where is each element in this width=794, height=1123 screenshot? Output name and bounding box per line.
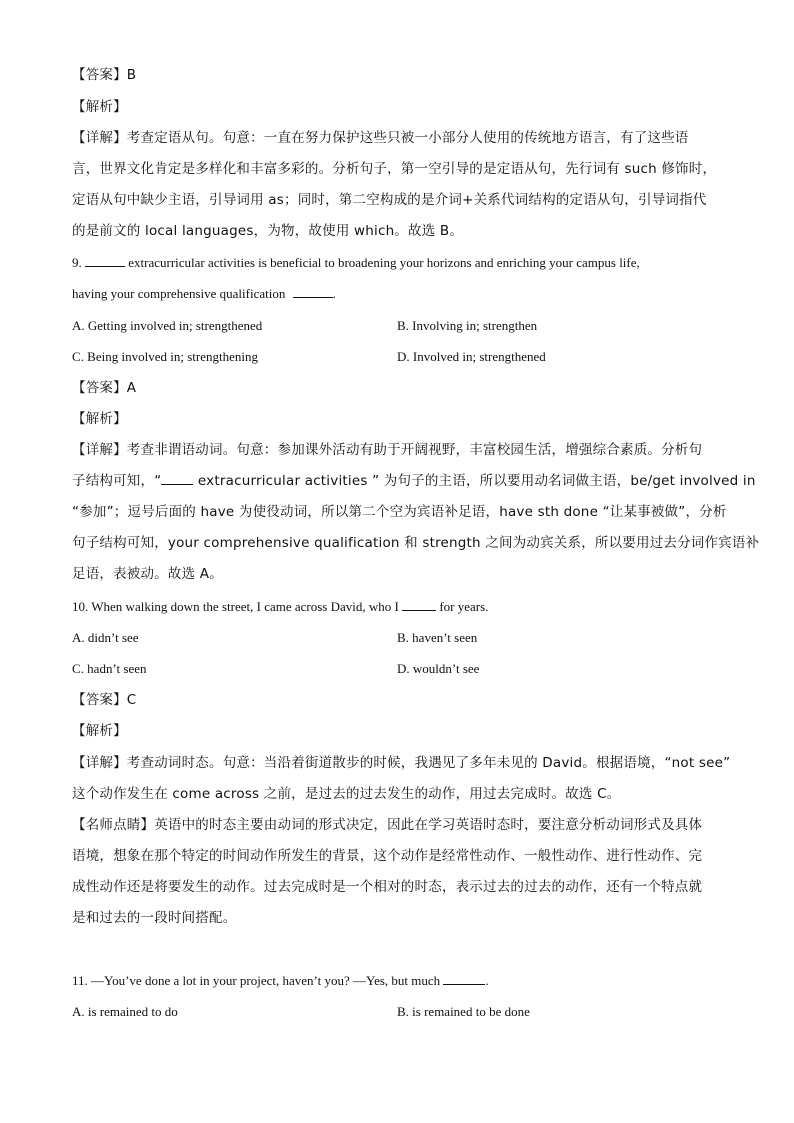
q9-option-d: D. Involved in; strengthened [397, 349, 546, 364]
q10-tip-line: 成性动作还是将要发生的动作。过去完成时是一个相对的时态，表示过去的过去的动作，还有一个特点就 [72, 879, 703, 895]
q9-option-a: A. Getting involved in; strengthened [72, 318, 263, 333]
q11-blank [443, 972, 485, 985]
q9-blank-1 [85, 254, 125, 267]
q8-answer: 【答案】B [72, 67, 137, 83]
q9-detail-line: 句子结构可知，your comprehensive qualification 和 strength 之间为动宾关系，所以要用过去分词作宾语补 [72, 535, 760, 551]
q10-stem-text-2: for years. [439, 599, 489, 614]
q10-option-a: A. didn’t see [72, 630, 139, 645]
q9-detail-line: 【详解】考查非谓语动词。句意：参加课外活动有助于开阔视野，丰富校园生活，增强综合素质。分析句 [72, 442, 703, 458]
q9-detail-line: 足语，表被动。故选 A。 [72, 566, 223, 582]
q9-analysis-label: 【解析】 [72, 411, 127, 427]
q10-detail-line: 【详解】考查动词时态。句意：当沿着街道散步的时候，我遇见了多年未见的 David。根据语境，“not see” [72, 755, 731, 771]
q10-option-b: B. haven’t seen [397, 630, 478, 645]
q8-detail-line: 的是前文的 local languages，为物，故使用 which。故选 B。 [72, 223, 464, 239]
q9-detail-line [72, 472, 756, 490]
q9-option-c: C. Being involved in; strengthening [72, 349, 258, 364]
q9-answer: 【答案】A [72, 380, 137, 396]
q11-option-a: A. is remained to do [72, 1004, 178, 1019]
q8-analysis-label: 【解析】 [72, 99, 127, 115]
q9-detail-text: extracurricular activities ” 为句子的主语，所以要用动名词做主语，be/get involved in [197, 473, 756, 489]
q9-stem-line2 [72, 285, 336, 303]
q9-stem-line1 [72, 254, 640, 272]
q10-option-c: C. hadn’t seen [72, 661, 147, 676]
q9-stem-text: extracurricular activities is beneficial to broadening your horizons and enriching your campus life, [128, 255, 640, 270]
q10-analysis-label: 【解析】 [72, 723, 127, 739]
q9-option-b: B. Involving in; strengthen [397, 318, 538, 333]
q8-detail-line: 定语从句中缺少主语，引导词用 as；同时，第二空构成的是介词+关系代词结构的定语从句，引导词指代 [72, 192, 707, 208]
q10-detail-line: 这个动作发生在 come across 之前，是过去的过去发生的动作，用过去完成时。故选 C。 [72, 786, 621, 802]
q9-detail-blank [161, 472, 193, 485]
q10-option-d: D. wouldn’t see [397, 661, 480, 676]
q8-detail-line: 言，世界文化肯定是多样化和丰富多彩的。分析句子，第一空引导的是定语从句，先行词有 such 修饰时， [72, 161, 717, 177]
q10-stem [72, 598, 488, 616]
q10-stem-text: 10. When walking down the street, I came across David, who I [72, 599, 399, 614]
q9-number: 9. [72, 255, 82, 270]
q10-tip-line: 是和过去的一段时间搭配。 [72, 910, 237, 926]
q9-blank-2 [293, 285, 333, 298]
q10-tip-line: 语境，想象在那个特定的时间动作所发生的背景，这个动作是经常性动作、一般性动作、进行性动作、完 [72, 848, 703, 864]
q10-tip-line: 【名师点睛】英语中的时态主要由动词的形式决定，因此在学习英语时态时，要注意分析动词形式及具体 [72, 817, 703, 833]
q8-detail-line: 【详解】考查定语从句。句意：一直在努力保护这些只被一小部分人使用的传统地方语言，有了这些语 [72, 130, 689, 146]
q10-answer: 【答案】C [72, 692, 137, 708]
q11-stem-text: 11. —You’ve done a lot in your project, haven’t you? —Yes, but much [72, 973, 441, 988]
q11-stem [72, 972, 489, 990]
q9-stem-text-2: having your comprehensive qualification [72, 286, 286, 301]
q11-option-b: B. is remained to be done [397, 1004, 530, 1019]
q11-stem-period: . [485, 973, 489, 988]
q9-stem-period: . [332, 286, 336, 301]
q10-blank [402, 598, 436, 611]
q9-detail-text: 子结构可知，“ [72, 473, 162, 489]
q9-detail-line: “参加”；逗号后面的 have 为使役动词，所以第二个空为宾语补足语，have sth done “让某事被做”，分析 [72, 504, 727, 520]
